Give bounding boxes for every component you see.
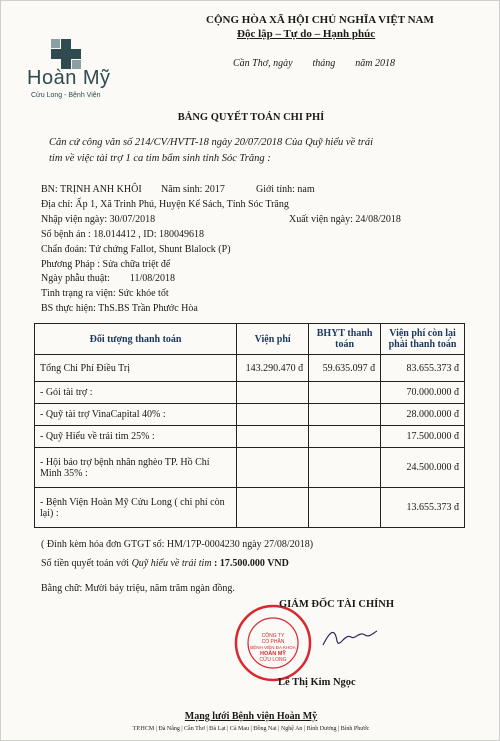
amount-in-words: Bằng chữ: Mười bảy triệu, năm trăm ngàn đồng. (41, 583, 235, 594)
footer-branches: TP.HCM | Đà Nẵng | Cần Thơ | Đà Lạt | Cà Mau | Đồng Nai | Nghệ An | Bình Dương | Bình Phước (132, 726, 370, 732)
table-cell (237, 488, 309, 528)
patient-gender: Giới tính: nam (256, 184, 315, 195)
patient-address: Địa chỉ: Ấp 1, Xã Trinh Phú, Huyện Kế Sách, Tỉnh Sóc Trăng (41, 199, 289, 210)
discharge-status: Tình trạng ra viện: Sức khỏe tốt (41, 288, 169, 299)
discharge-date: Xuất viện ngày: 24/08/2018 (289, 214, 401, 225)
table-header-row (35, 324, 465, 355)
svg-text:CÔNG TY: CÔNG TY (261, 633, 285, 639)
table-cell: Tổng Chi Phí Điều Trị (35, 355, 237, 382)
table-cell: - Hội bảo trợ bệnh nhân nghèo TP. Hồ Chí Minh 35% : (35, 448, 237, 488)
signatory-title: GIÁM ĐỐC TÀI CHÍNH (279, 599, 395, 610)
table-cell: 28.000.000 đ (381, 404, 465, 426)
table-cell: 70.000.000 đ (381, 382, 465, 404)
motto: Độc lập – Tự do – Hạnh phúc (237, 28, 376, 40)
signatory-name: Lê Thị Kim Ngọc (278, 677, 356, 688)
svg-text:BỆNH VIỆN ĐA KHOA: BỆNH VIỆN ĐA KHOA (250, 645, 296, 650)
diagnosis: Chẩn đoán: Tứ chứng Fallot, Shunt Blalock (P) (41, 244, 231, 255)
table-cell: - Gói tài trợ : (35, 382, 237, 404)
svg-text:CỬU LONG: CỬU LONG (259, 657, 287, 663)
column-header: BHYT thanh toán (309, 324, 381, 355)
surgeon: BS thực hiện: ThS.BS Trần Phước Hòa (41, 303, 198, 314)
table-row (35, 382, 465, 404)
table-cell (309, 382, 381, 404)
basis-line-2: tim về việc tài trợ 1 ca tim bẩm sinh tỉnh Sóc Trăng : (49, 153, 271, 164)
patient-name: BN: TRỊNH ANH KHÔI (41, 184, 142, 195)
table-cell (309, 488, 381, 528)
surgery-date: Ngày phẫu thuật: 11/08/2018 (41, 273, 176, 284)
table-cell (309, 404, 381, 426)
treatment-method: Phương Pháp : Sửa chữa triệt để (41, 259, 171, 270)
table-cell (309, 426, 381, 448)
table-row (35, 426, 465, 448)
signature-scribble-icon (319, 623, 379, 653)
table-cell (309, 448, 381, 488)
hospital-name: Hoàn Mỹ (27, 67, 111, 89)
table-cell: 17.500.000 đ (381, 426, 465, 448)
company-stamp-icon (234, 604, 312, 682)
basis-line-1: Căn cứ công văn số 214/CV/HVTT-18 ngày 20/07/2018 Của Quỹ hiểu về trái (49, 137, 374, 148)
table-row (35, 448, 465, 488)
table-cell: 59.635.097 đ (309, 355, 381, 382)
table-cell: - Bệnh Viện Hoàn Mỹ Cửu Long ( chi phí còn lại) : (35, 488, 237, 528)
settlement-line: Số tiền quyết toán với Quỹ hiểu về trái tim : 17.500.000 VND (41, 558, 289, 569)
settlement-table (34, 323, 465, 528)
table-cell (237, 404, 309, 426)
table-row (35, 404, 465, 426)
table-cell (237, 382, 309, 404)
invoice-note: ( Đính kèm hóa đơn GTGT số: HM/17P-0004230 ngày 27/08/2018) (41, 539, 314, 550)
table-cell: 24.500.000 đ (381, 448, 465, 488)
svg-text:HOÀN MỸ: HOÀN MỸ (260, 651, 286, 657)
admission-date: Nhập viện ngày: 30/07/2018 (41, 214, 156, 225)
table-cell: 143.290.470 đ (237, 355, 309, 382)
document-title: BẢNG QUYẾT TOÁN CHI PHÍ (177, 112, 325, 123)
column-header: Viện phí (237, 324, 309, 355)
table-cell: - Quỹ Hiểu về trái tim 25% : (35, 426, 237, 448)
table-cell: 83.655.373 đ (381, 355, 465, 382)
hospital-subtitle: Cửu Long - Bệnh Viện (31, 92, 101, 99)
table-row (35, 488, 465, 528)
table-cell: 13.655.373 đ (381, 488, 465, 528)
column-header: Đối tượng thanh toán (35, 324, 237, 355)
nation-header: CỘNG HÒA XÃ HỘI CHỦ NGHĨA VIỆT NAM (206, 14, 434, 26)
patient-birth-year: Năm sinh: 2017 (161, 184, 225, 195)
record-number: Số bệnh án : 18.014412 , ID: 180049618 (41, 229, 205, 240)
table-cell (237, 448, 309, 488)
hospital-cross-logo-icon (51, 39, 81, 69)
table-row (35, 355, 465, 382)
column-header: Viện phí còn lại phải thanh toán (381, 324, 465, 355)
table-cell: - Quỹ tài trợ VinaCapital 40% : (35, 404, 237, 426)
svg-text:CỔ PHẦN: CỔ PHẦN (261, 639, 285, 645)
date-line: Cần Thơ, ngày tháng năm 2018 (233, 58, 396, 69)
footer-title: Mạng lưới Bệnh viện Hoàn Mỹ (184, 711, 318, 722)
table-cell (237, 426, 309, 448)
